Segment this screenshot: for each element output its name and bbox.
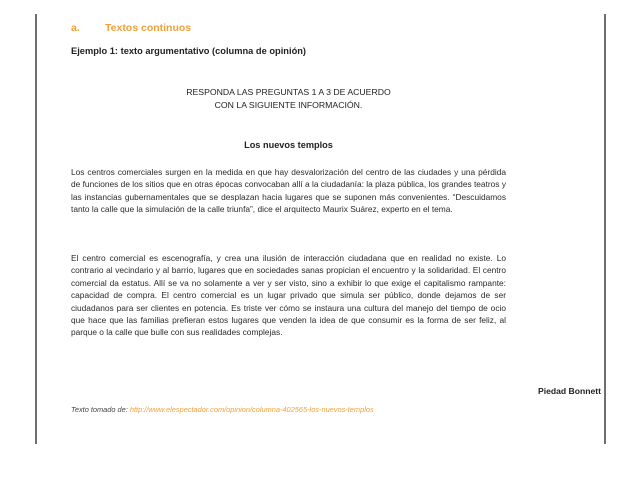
instructions <box>71 86 506 112</box>
article-paragraph-2: El centro comercial es escenografía, y crea una ilusión de interacción ciudadana que en realidad no existe. Lo contrario al vecindario y al barrio, lugares que en sociedades sanas propician el encuentro y la solidaridad. El centro comercial da estatus. Allí se va no solamente a ver y ser visto, sino a exhibir lo que exige el capitalismo rampante: capacidad de compra. El centro comercial es un lugar privado que simula ser público, donde dejamos de ser ciudadanos para ser clientes en potencia. Es triste ver cómo se instaura una cultura del manejo del tiempo de ocio que hace que las familias prefieran estos lugares que venden la idea de que consumir es la forma de ser feliz, al parque o la calle que bulle con sus realidades complejas. <box>71 253 506 338</box>
right-border-bar <box>604 14 606 444</box>
left-border-bar <box>35 14 37 444</box>
source-prefix: Texto tomado de: <box>71 405 130 414</box>
section-title-text: Textos continuos <box>105 22 192 34</box>
source-citation <box>71 405 374 414</box>
instructions-line-2: CON LA SIGUIENTE INFORMACIÓN. <box>214 100 363 110</box>
section-letter: a. <box>71 22 80 34</box>
source-url[interactable]: http://www.elespectador.com/opinion/columna-402565-los-nuevos-templos <box>129 405 374 414</box>
example-heading: Ejemplo 1: texto argumentativo (columna de opinión) <box>71 46 307 56</box>
article-title: Los nuevos templos <box>244 140 333 150</box>
instructions-line-1: RESPONDA LAS PREGUNTAS 1 A 3 DE ACUERDO <box>186 87 391 97</box>
section-title <box>71 22 191 34</box>
article-author: Piedad Bonnett <box>537 386 601 396</box>
article-paragraph-1: Los centros comerciales surgen en la medida en que hay desvalorización del centro de las ciudades y una pérdida de funciones de los sitios que en otras épocas convocaban allí a la ciudadanía: la plaza pública, los grandes teatros y las instancias gubernamentales que se desplazan hacia lugares que se suponen más convenientes. “Descuidamos tanto la calle que la simulación de la calle triunfa”, dice el arquitecto Maurix Suárez, experto en el tema. <box>71 167 506 215</box>
